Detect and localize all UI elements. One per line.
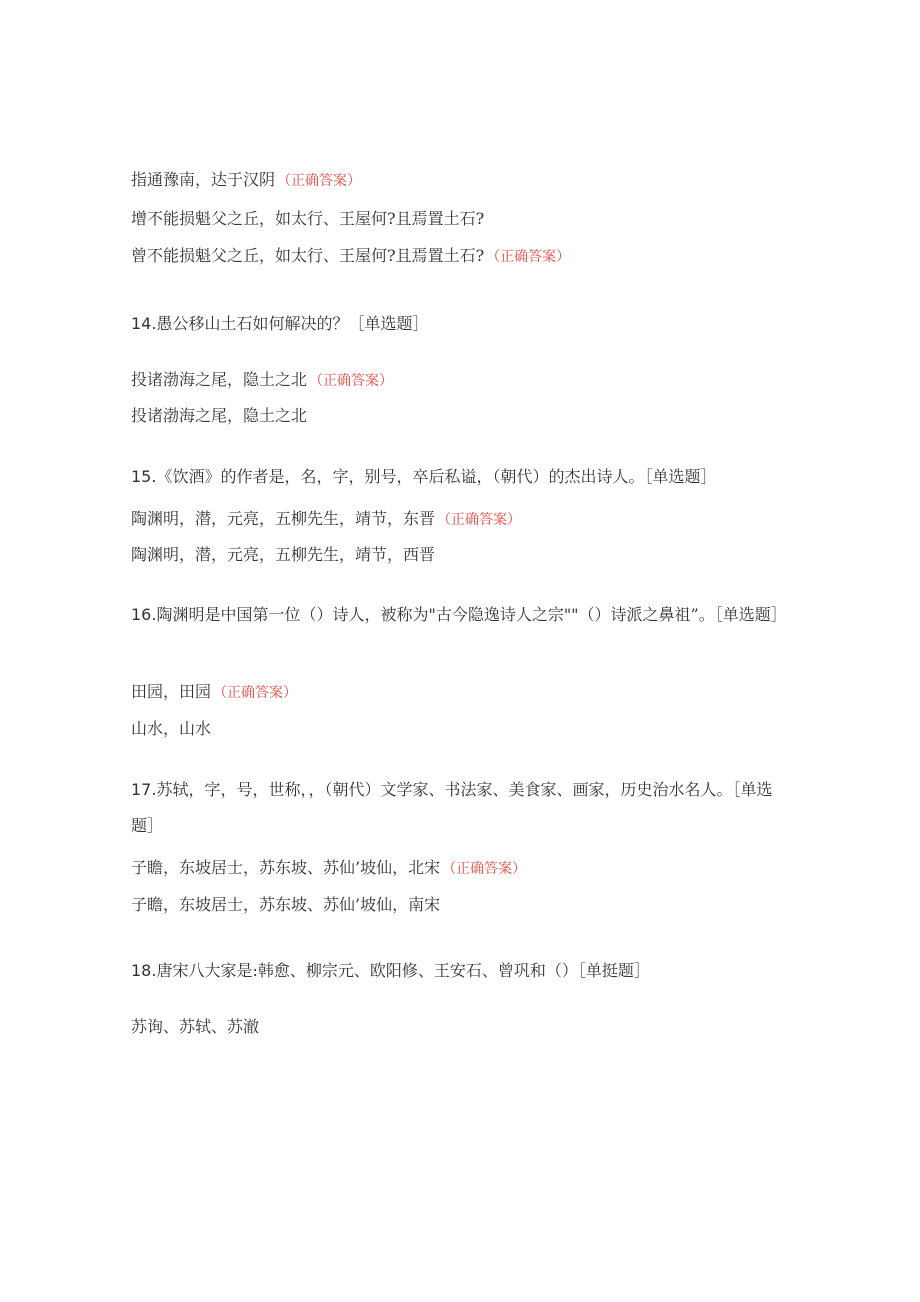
answer-option — [131, 169, 361, 192]
answer-option — [131, 245, 570, 268]
answer-option — [131, 681, 297, 704]
question-18 — [131, 960, 650, 982]
option-text: 投诸渤海之尾，隐土之北 — [131, 406, 308, 425]
question-14 — [131, 313, 428, 335]
question-number: 15. — [131, 467, 157, 486]
option-text: 田园，田园 — [131, 682, 212, 701]
correct-answer-tag: （正确答案） — [309, 373, 394, 389]
option-text: 陶渊明，潜，元亮，五柳先生，靖节，东晋 — [131, 509, 436, 528]
question-text: 陶渊明是中国第一位（）诗人，被称为"古今隐逸诗人之宗""（）诗派之鼻祖”。［单选题］ — [156, 605, 787, 624]
correct-answer-tag: （正确答案） — [486, 249, 571, 265]
question-text: 苏轼，字，号，世称，，（朝代）文学家、书法家、美食家、画家，历史治水名人。［单选题］ — [131, 780, 773, 835]
question-number: 17. — [131, 780, 157, 799]
option-text: 子瞻，东坡居士，苏东坡、苏仙’坡仙，南宋 — [131, 895, 441, 914]
correct-answer-tag: （正确答案） — [442, 861, 527, 877]
question-text: 愚公移山土石如何解决的？［单选题］ — [156, 314, 429, 333]
answer-option — [131, 1016, 259, 1038]
answer-option — [131, 544, 435, 566]
question-16 — [131, 597, 796, 633]
option-text: 曾不能损魁父之丘，如太行、王屋何?且焉置土石? — [131, 246, 485, 265]
option-text: 山水，山水 — [131, 719, 212, 738]
answer-option — [131, 405, 307, 427]
option-text: 子瞻，东坡居士，苏东坡、苏仙’坡仙，北宋 — [131, 858, 441, 877]
question-15 — [131, 466, 716, 488]
correct-answer-tag: （正确答案） — [277, 173, 362, 189]
option-text: 增不能损魁父之丘，如太行、王屋何?且焉置土石? — [131, 209, 485, 228]
answer-option — [131, 718, 211, 740]
question-text: 唐宋八大家是:韩愈、柳宗元、欧阳修、王安石、曾巩和（）［单挺题］ — [156, 961, 650, 980]
correct-answer-tag: （正确答案） — [437, 512, 522, 528]
question-text: 《饮酒》的作者是，名，字，别号，卒后私谥，（朝代）的杰出诗人。［单选题］ — [156, 467, 717, 486]
answer-option — [131, 369, 393, 392]
option-text: 苏询、苏轼、苏澈 — [131, 1017, 260, 1036]
answer-option — [131, 508, 521, 531]
answer-option — [131, 857, 526, 880]
correct-answer-tag: （正确答案） — [213, 685, 298, 701]
option-text: 投诸渤海之尾，隐土之北 — [131, 370, 308, 389]
option-text: 指通豫南，达于汉阴 — [131, 170, 276, 189]
question-number: 14. — [131, 314, 157, 333]
question-number: 16. — [131, 605, 157, 624]
question-number: 18. — [131, 961, 157, 980]
answer-option — [131, 894, 440, 916]
question-17 — [131, 772, 796, 844]
option-text: 陶渊明，潜，元亮，五柳先生，靖节，西晋 — [131, 545, 436, 564]
answer-option — [131, 208, 484, 230]
